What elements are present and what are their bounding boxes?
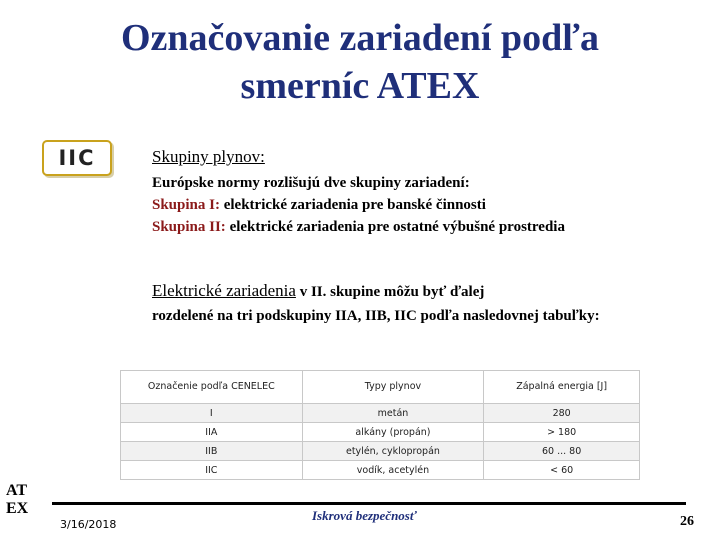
group1-text: elektrické zariadenia pre banské činnosti bbox=[219, 197, 486, 213]
table-cell: > 180 bbox=[484, 423, 640, 442]
table-cell: metán bbox=[302, 404, 484, 423]
logo-line-2: EX bbox=[6, 500, 29, 517]
header-cenelec: Označenie podľa CENELEC bbox=[121, 371, 303, 404]
table-row bbox=[121, 442, 640, 461]
table-row bbox=[121, 404, 640, 423]
subgroups-heading-rest: v II. skupine môžu byť ďalej bbox=[295, 284, 485, 300]
footer-title: Iskrová bezpečnosť bbox=[312, 508, 417, 523]
footer-divider bbox=[52, 502, 686, 505]
gas-groups-heading: Skupiny plynov: bbox=[152, 147, 265, 166]
title-line-2: smerníc ATEX bbox=[240, 65, 480, 107]
table-cell: I bbox=[121, 404, 303, 423]
title-line-1: Označovanie zariadení podľa bbox=[120, 17, 600, 59]
header-ignition-energy: Zápalná energia [J] bbox=[484, 371, 640, 404]
table-row bbox=[121, 461, 640, 480]
group1-label: Skupina I: bbox=[152, 197, 220, 213]
subgroups-text: rozdelené na tri podskupiny IIA, IIB, IIC podľa nasledovnej tabuľky: bbox=[152, 308, 600, 324]
table-header-row bbox=[121, 371, 640, 404]
table-cell: vodík, acetylén bbox=[302, 461, 484, 480]
gas-groups-text bbox=[152, 172, 692, 238]
logo-line-1: AT bbox=[6, 482, 28, 499]
cenelec-table bbox=[120, 370, 640, 480]
table-cell: 60 ... 80 bbox=[484, 442, 640, 461]
subgroups-heading-underlined: Elektrické zariadenia bbox=[152, 281, 296, 300]
table-cell: etylén, cyklopropán bbox=[302, 442, 484, 461]
badge-label: IIC bbox=[58, 146, 96, 170]
subgroups-heading bbox=[152, 280, 602, 303]
gas-groups-section bbox=[152, 146, 692, 238]
table-cell: IIC bbox=[121, 461, 303, 480]
group2-text: elektrické zariadenia pre ostatné výbušné prostredia bbox=[225, 219, 565, 235]
table-cell: IIA bbox=[121, 423, 303, 442]
page-number: 26 bbox=[680, 514, 694, 529]
footer-date: 3/16/2018 bbox=[60, 518, 117, 531]
table-row bbox=[121, 423, 640, 442]
header-gas-types: Typy plynov bbox=[302, 371, 484, 404]
iic-badge-icon bbox=[42, 140, 112, 176]
table-cell: alkány (propán) bbox=[302, 423, 484, 442]
group2-label: Skupina II: bbox=[152, 219, 226, 235]
table-cell: < 60 bbox=[484, 461, 640, 480]
subgroups-section bbox=[152, 280, 602, 327]
slide-title bbox=[40, 14, 680, 110]
gas-groups-intro: Európske normy rozlišujú dve skupiny zariadení: bbox=[152, 175, 470, 191]
table-cell: 280 bbox=[484, 404, 640, 423]
atex-logo bbox=[6, 482, 28, 518]
table-cell: IIB bbox=[121, 442, 303, 461]
